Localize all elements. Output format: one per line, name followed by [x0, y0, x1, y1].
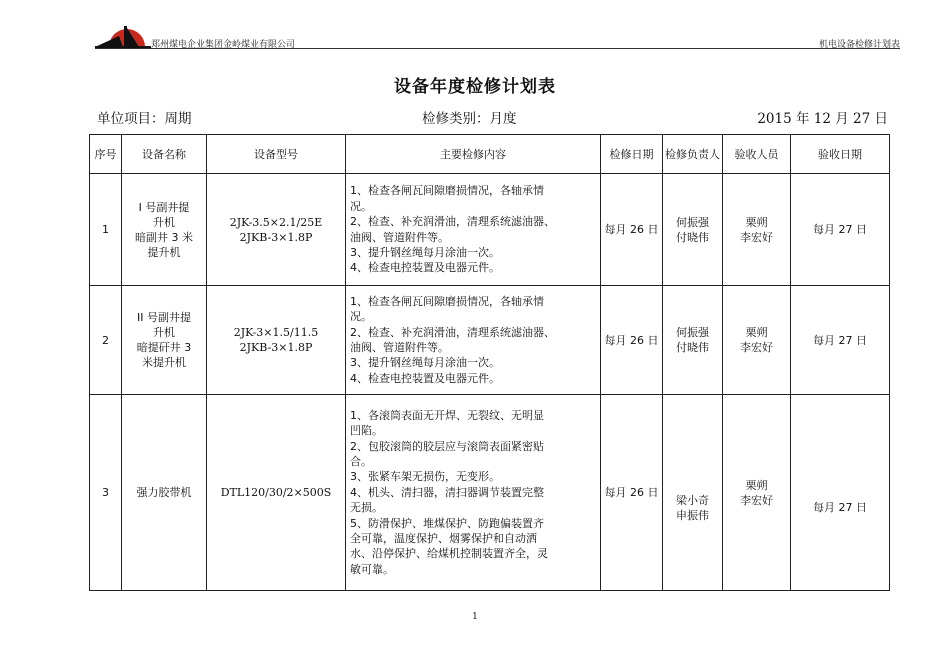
col-header-equipment-model: 设备型号 — [207, 135, 346, 174]
row-number: 1 — [90, 174, 122, 286]
equipment-name: II 号副井提 升机 暗提矸井 3 米提升机 — [122, 286, 207, 395]
equipment-model: 2JK-3.5×2.1/25E 2JKB-3×1.8P — [207, 174, 346, 286]
acceptance-persons: 栗朔 李宏好 — [723, 174, 791, 286]
page-header — [95, 14, 900, 49]
table-row — [90, 286, 890, 395]
col-header-acceptors: 验收人员 — [723, 135, 791, 174]
responsible-persons: 何振强 付晓伟 — [663, 174, 723, 286]
table-row — [90, 395, 890, 591]
responsible-persons: 何振强 付晓伟 — [663, 286, 723, 395]
maintenance-date: 每月 26 日 — [601, 174, 663, 286]
maintenance-date: 每月 26 日 — [601, 395, 663, 591]
maintenance-plan-table — [89, 134, 890, 591]
col-header-maintenance-date: 检修日期 — [601, 135, 663, 174]
company-name: 郑州煤电企业集团金岭煤业有限公司 — [151, 40, 296, 50]
acceptance-persons: 栗朔 李宏好 — [723, 395, 791, 591]
company-logo-icon — [95, 14, 151, 48]
maintenance-type: 检修类别：月度 — [422, 111, 517, 127]
acceptance-date: 每月 27 日 — [791, 286, 890, 395]
acceptance-date: 每月 27 日 — [791, 174, 890, 286]
acceptance-date: 每月 27 日 — [791, 395, 890, 591]
equipment-model: DTL120/30/2×500S — [207, 395, 346, 591]
maintenance-date: 每月 26 日 — [601, 286, 663, 395]
equipment-name: I 号副井提 升机 暗副井 3 米 提升机 — [122, 174, 207, 286]
maintenance-content: 1、检查各闸瓦间隙磨损情况，各轴承情 况。 2、检查、补充润滑油，清理系统滤油器、 油阀、管道附件等。 3、提升钢丝绳每月涂油一次。 4、检查电控装置及电器元件。 — [346, 174, 601, 286]
maintenance-content: 1、各滚筒表面无开焊、无裂纹、无明显 凹陷。 2、包胶滚筒的胶层应与滚筒表面紧密贴 合。 3、张紧车架无损伤，无变形。 4、机头、清扫器，清扫器调节装置完整 无损。 5、防滑保护、堆煤保护、防跑偏装置齐 全可靠，温度保护、烟雾保护和自动洒 水、沿停保护、给煤机控制装置齐全，灵 敏可靠。 — [346, 395, 601, 591]
col-header-main-content: 主要检修内容 — [346, 135, 601, 174]
equipment-name: 强力胶带机 — [122, 395, 207, 591]
row-number: 3 — [90, 395, 122, 591]
page-number: 1 — [472, 612, 478, 622]
unit-project: 单位项目：周期 — [97, 111, 192, 127]
responsible-persons: 梁小奇 申振伟 — [663, 395, 723, 591]
equipment-model: 2JK-3×1.5/11.5 2JKB-3×1.8P — [207, 286, 346, 395]
acceptance-persons: 栗朔 李宏好 — [723, 286, 791, 395]
col-header-equipment-name: 设备名称 — [122, 135, 207, 174]
page-title: 设备年度检修计划表 — [394, 77, 556, 97]
table-row — [90, 174, 890, 286]
table-header-row — [90, 135, 890, 174]
col-header-responsible: 检修负责人 — [663, 135, 723, 174]
maintenance-content: 1、检查各闸瓦间隙磨损情况，各轴承情 况。 2、检查、补充润滑油，清理系统滤油器、 油阀、管道附件等。 3、提升钢丝绳每月涂油一次。 4、检查电控装置及电器元件。 — [346, 286, 601, 395]
col-header-accept-date: 验收日期 — [791, 135, 890, 174]
row-number: 2 — [90, 286, 122, 395]
document-date: 2015 年 12 月 27 日 — [757, 111, 888, 127]
col-header-no: 序号 — [90, 135, 122, 174]
document-type-label: 机电设备检修计划表 — [818, 40, 900, 50]
